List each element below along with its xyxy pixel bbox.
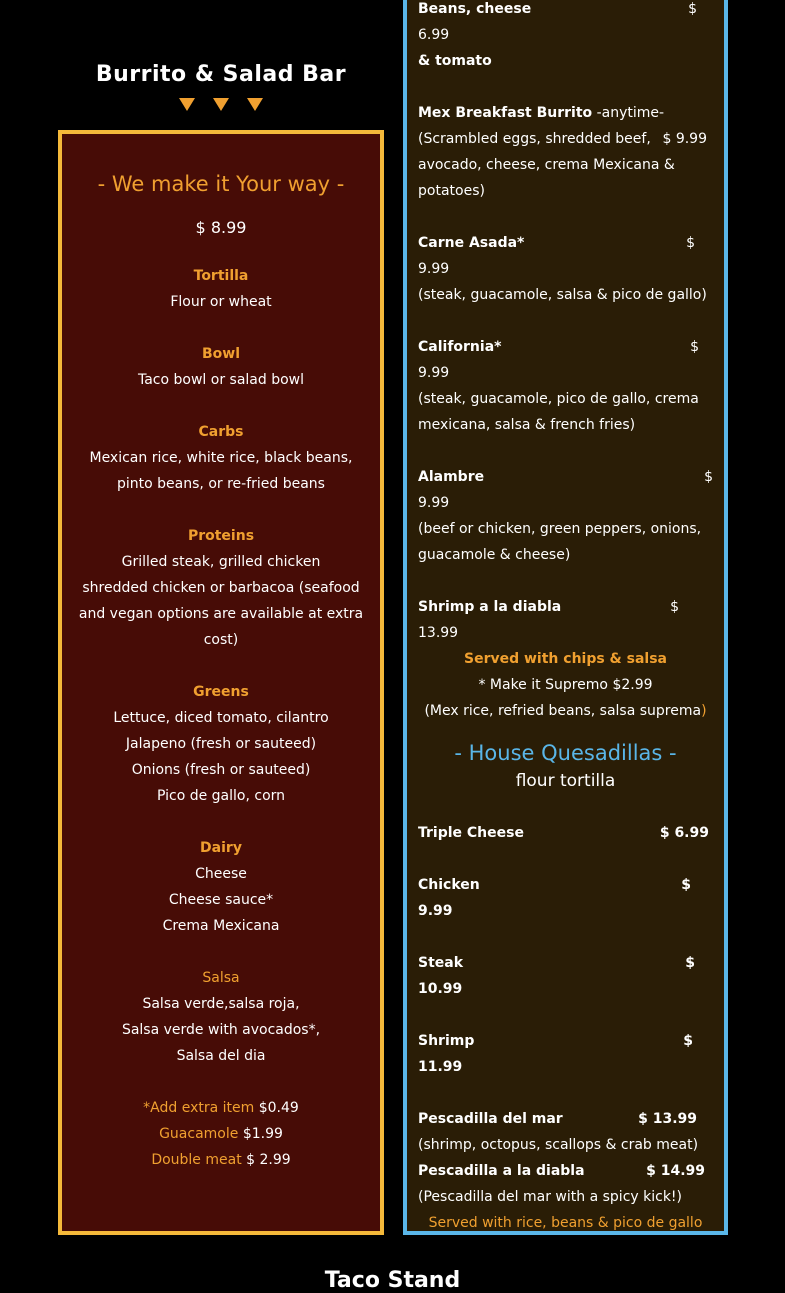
burrito-bar-panel xyxy=(58,130,384,1235)
item-name: Pescadilla a la diabla xyxy=(418,1163,585,1179)
item-price-value: 9.99 xyxy=(418,903,453,919)
item-desc: (Pescadilla del mar with a spicy kick!) xyxy=(418,1189,682,1205)
burrito-price: $ 8.99 xyxy=(195,218,247,237)
section-line: shredded chicken or barbacoa (seafood xyxy=(82,580,360,596)
supremo-desc-text: (Mex rice, refried beans, salsa suprema xyxy=(424,703,702,719)
menu-item-california xyxy=(418,334,713,438)
section-heading: Bowl xyxy=(201,346,241,362)
item-price-value: 9.99 xyxy=(418,261,450,277)
menu-item-shrimp-diabla xyxy=(418,594,713,646)
section-line: Mexican rice, white rice, black beans, xyxy=(89,450,353,466)
item-desc: (steak, guacamole, pico de gallo, crema mexicana, salsa & french fries) xyxy=(418,391,699,433)
section-heading: Greens xyxy=(193,684,249,700)
item-name: Shrimp a la diabla xyxy=(418,599,562,615)
section-heading: Proteins xyxy=(187,528,255,544)
section-line: Salsa verde with avocados*, xyxy=(121,1022,321,1038)
item-name: Alambre xyxy=(418,469,485,485)
item-price: $ xyxy=(686,235,695,251)
item-price: $ xyxy=(681,877,691,893)
extra-item xyxy=(62,1147,380,1173)
item-desc: (Scrambled eggs, shredded beef, avocado, cheese, crema Mexicana & potatoes) xyxy=(418,131,675,199)
supremo-desc-close: ) xyxy=(701,703,707,719)
section-tortilla xyxy=(62,263,380,315)
item-price-value: 10.99 xyxy=(418,981,463,997)
extra-item xyxy=(62,1095,380,1121)
section-line: Onions (fresh or sauteed) xyxy=(131,762,311,778)
supremo-note: * Make it Supremo $2.99 xyxy=(478,677,653,693)
extras-list xyxy=(62,1095,380,1173)
menu-item-carne-asada xyxy=(418,230,713,308)
section-line: Flour or wheat xyxy=(170,294,272,310)
section-line: Lettuce, diced tomato, cilantro xyxy=(113,710,329,726)
item-name: Carne Asada* xyxy=(418,235,525,251)
extra-name: *Add extra item xyxy=(143,1100,255,1116)
section-line: Cheese xyxy=(195,866,247,882)
quesadilla-item-steak xyxy=(418,950,713,1002)
item-name: Mex Breakfast Burrito xyxy=(418,105,593,121)
menu-item-beans-cheese xyxy=(418,0,713,74)
served-chips-note: Served with chips & salsa xyxy=(464,651,667,667)
item-price-value: 9.99 xyxy=(418,365,450,381)
item-name: Steak xyxy=(418,955,464,971)
taco-stand-title: Taco Stand xyxy=(324,1268,461,1293)
burrito-bar-title: Burrito & Salad Bar xyxy=(95,62,347,87)
item-name: Beans, cheese xyxy=(418,1,532,17)
item-price: $ xyxy=(670,599,679,615)
served-rice-note: Served with rice, beans & pico de gallo xyxy=(428,1215,703,1231)
section-carbs xyxy=(62,419,380,497)
section-line: Cheese sauce* xyxy=(168,892,274,908)
item-price: $ 13.99 xyxy=(638,1111,697,1127)
item-price: $ xyxy=(685,955,695,971)
quesadilla-item-triple-cheese xyxy=(418,820,713,846)
triangle-down-icon xyxy=(247,98,263,111)
section-line: Crema Mexicana xyxy=(162,918,280,934)
item-price: $ xyxy=(704,469,713,485)
item-note: -anytime- xyxy=(596,105,665,121)
triangle-down-icon xyxy=(213,98,229,111)
section-line: Grilled steak, grilled chicken xyxy=(121,554,321,570)
section-line: Pico de gallo, corn xyxy=(156,788,286,804)
section-heading: Tortilla xyxy=(193,268,249,284)
item-name: Chicken xyxy=(418,877,480,893)
section-line: Salsa verde,salsa roja, xyxy=(142,996,300,1012)
extra-price: $ 2.99 xyxy=(246,1152,291,1168)
item-desc: (beef or chicken, green peppers, onions, guacamole & cheese) xyxy=(418,521,702,563)
supremo-desc xyxy=(418,698,713,724)
extra-price: $0.49 xyxy=(258,1100,299,1116)
section-bowl xyxy=(62,341,380,393)
section-dairy xyxy=(62,835,380,939)
extra-price: $1.99 xyxy=(242,1126,283,1142)
section-line: Salsa del dia xyxy=(176,1048,266,1064)
triangle-down-icon xyxy=(179,98,195,111)
quesadilla-item-chicken xyxy=(418,872,713,924)
extra-name: Double meat xyxy=(151,1152,242,1168)
item-price-value: 6.99 xyxy=(418,27,450,43)
section-heading: Dairy xyxy=(200,840,242,856)
section-heading: Carbs xyxy=(198,424,244,440)
section-line: Jalapeno (fresh or sauteed) xyxy=(125,736,317,752)
item-price-value: 11.99 xyxy=(418,1059,463,1075)
section-heading: Salsa xyxy=(202,970,240,986)
item-name: Triple Cheese xyxy=(418,825,524,841)
quesadilla-item-shrimp xyxy=(418,1028,713,1080)
section-line: and vegan options are available at extra xyxy=(78,606,364,622)
item-name: Pescadilla del mar xyxy=(418,1111,563,1127)
extra-item xyxy=(62,1121,380,1147)
section-proteins xyxy=(62,523,380,653)
item-price: $ xyxy=(690,339,699,355)
item-price-value: 13.99 xyxy=(418,625,459,641)
item-price: $ xyxy=(683,1033,693,1049)
item-name: Shrimp xyxy=(418,1033,475,1049)
section-line: Taco bowl or salad bowl xyxy=(137,372,304,388)
burrito-headline: - We make it Your way - xyxy=(97,172,345,196)
decorative-arrows xyxy=(58,98,384,111)
item-name: California* xyxy=(418,339,502,355)
item-price-value: 9.99 xyxy=(418,495,450,511)
section-greens xyxy=(62,679,380,809)
extra-name: Guacamole xyxy=(159,1126,239,1142)
item-price: $ xyxy=(688,1,697,17)
item-price: $ 6.99 xyxy=(659,825,709,841)
section-salsa xyxy=(62,965,380,1069)
menu-item-breakfast-burrito xyxy=(418,100,713,204)
section-line: pinto beans, or re-fried beans xyxy=(117,476,325,492)
quesadilla-item-pescadilla-diabla xyxy=(418,1158,713,1210)
section-line: cost) xyxy=(203,632,239,648)
quesadillas-heading: - House Quesadillas - xyxy=(454,741,677,765)
item-price: $ 14.99 xyxy=(646,1163,705,1179)
quesadilla-item-pescadilla-mar xyxy=(418,1106,713,1158)
quesadillas-subheading: flour tortilla xyxy=(515,771,616,791)
item-desc: (shrimp, octopus, scallops & crab meat) xyxy=(418,1137,699,1153)
item-price: $ 9.99 xyxy=(662,131,707,147)
menu-item-alambre xyxy=(418,464,713,568)
burrito-specials-panel xyxy=(403,0,728,1235)
item-desc: (steak, guacamole, salsa & pico de gallo) xyxy=(418,287,707,303)
item-desc: & tomato xyxy=(418,53,492,69)
